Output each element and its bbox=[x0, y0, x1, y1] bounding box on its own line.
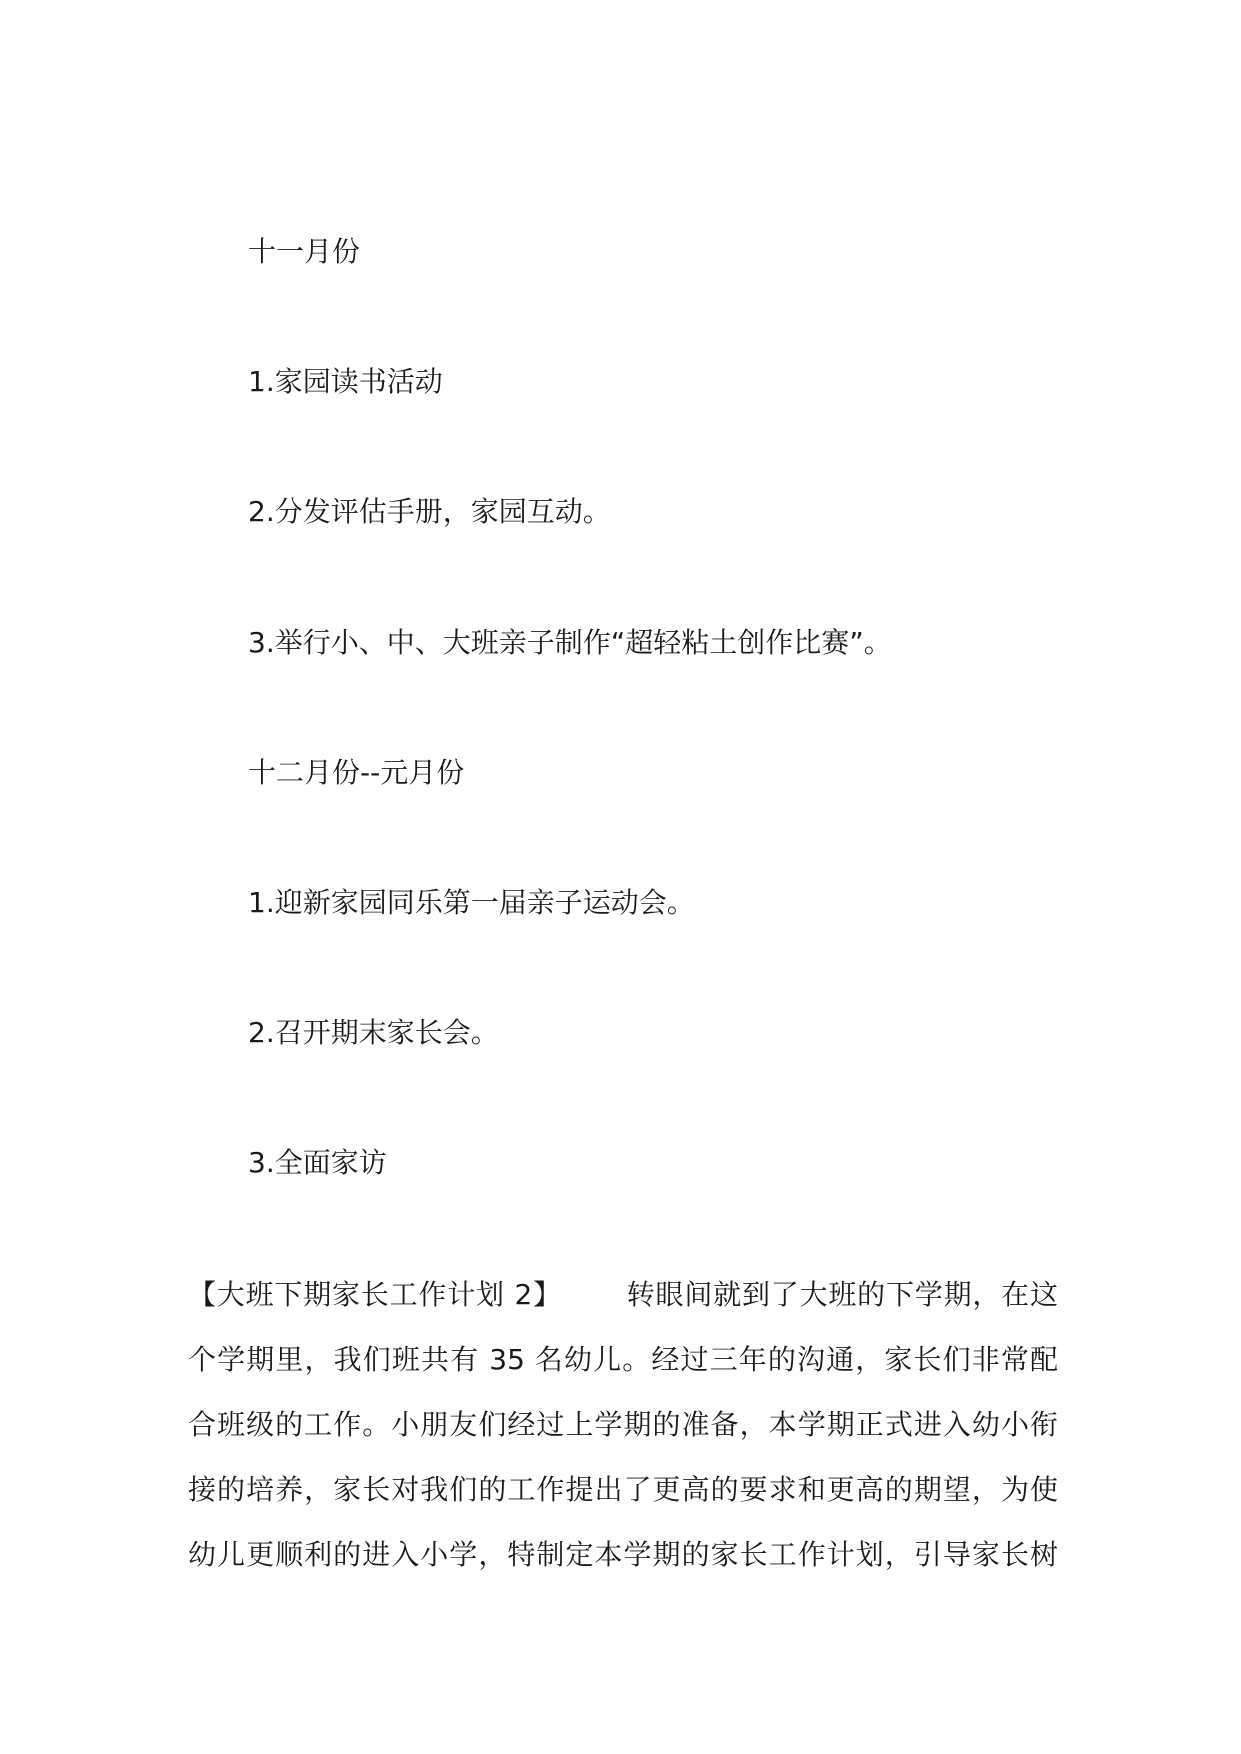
plan-paragraph bbox=[188, 1262, 1058, 1587]
paragraph-row-5: 幼儿更顺利的进入小学，特制定本学期的家长工作计划，引导家长树 bbox=[188, 1538, 1058, 1571]
list-item: 1.家园读书活动 bbox=[248, 365, 443, 398]
paragraph-row-4: 接的培养，家长对我们的工作提出了更高的要求和更高的期望，为使 bbox=[188, 1473, 1058, 1506]
section-heading: 【大班下期家长工作计划 2】 bbox=[188, 1278, 562, 1311]
paragraph-text: 转眼间就到了大班的下学期，在这 bbox=[625, 1278, 1058, 1311]
paragraph-row-2: 个学期里，我们班共有 35 名幼儿。经过三年的沟通，家长们非常配 bbox=[188, 1343, 1058, 1376]
list-item: 3.全面家访 bbox=[248, 1146, 387, 1179]
list-item: 2.召开期末家长会。 bbox=[248, 1016, 499, 1049]
month-heading-november: 十一月份 bbox=[248, 235, 361, 268]
list-item: 3.举行小、中、大班亲子制作“超轻粘土创作比赛”。 bbox=[248, 626, 892, 659]
month-heading-december-january: 十二月份--元月份 bbox=[248, 756, 465, 789]
paragraph-row-3: 合班级的工作。小朋友们经过上学期的准备，本学期正式进入幼小衔 bbox=[188, 1408, 1058, 1441]
list-item: 1.迎新家园同乐第一届亲子运动会。 bbox=[248, 886, 695, 919]
paragraph-row-1 bbox=[188, 1262, 1058, 1327]
list-item: 2.分发评估手册，家园互动。 bbox=[248, 495, 611, 528]
